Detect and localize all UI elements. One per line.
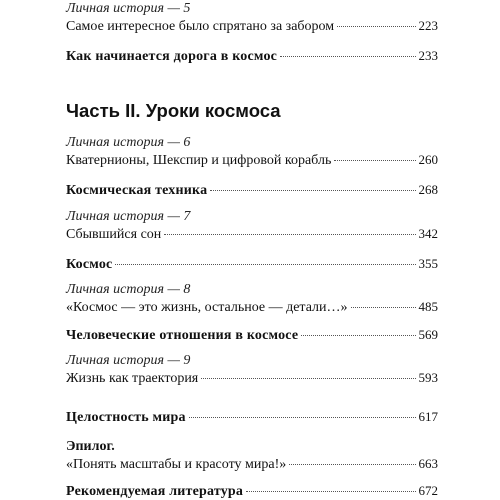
entry-title: Целостность мира — [66, 410, 186, 425]
entry-subtitle: Личная история — 8 — [66, 282, 191, 297]
toc-row — [66, 181, 438, 199]
dot-leader — [351, 307, 416, 308]
toc-row — [66, 482, 438, 500]
toc-row — [66, 47, 438, 65]
entry-title: «Космос — это жизнь, остальное — детали…» — [66, 300, 348, 315]
toc-entry — [66, 0, 438, 35]
page-number: 223 — [418, 18, 438, 33]
toc-row — [66, 255, 438, 273]
page-number: 672 — [418, 483, 438, 498]
dot-leader — [301, 335, 415, 336]
page-number: 268 — [418, 182, 438, 197]
entry-title: Космическая техника — [66, 183, 208, 198]
toc-row — [66, 298, 438, 316]
toc-entry — [66, 181, 438, 199]
dot-leader — [201, 378, 415, 379]
toc-entry — [66, 438, 438, 473]
dot-leader — [164, 234, 415, 235]
toc-row — [66, 225, 438, 243]
dot-leader — [280, 56, 415, 57]
toc-entry — [66, 482, 438, 500]
toc-entry — [66, 47, 438, 65]
toc-entry — [66, 281, 438, 316]
dot-leader — [334, 160, 415, 161]
toc-entry — [66, 408, 438, 426]
page-number: 355 — [418, 256, 438, 271]
entry-subtitle: Личная история — 9 — [66, 353, 191, 368]
toc-entry — [66, 326, 438, 344]
entry-title: Космос — [66, 257, 113, 272]
entry-title: Как начинается дорога в космос — [66, 49, 278, 64]
page-number: 485 — [418, 299, 438, 314]
dot-leader — [189, 417, 416, 418]
toc-entry — [66, 208, 438, 243]
toc-entry — [66, 134, 438, 169]
page-number: 233 — [418, 48, 438, 63]
page-number: 617 — [418, 409, 438, 424]
page-number: 342 — [418, 226, 438, 241]
entry-title: Сбывшийся сон — [66, 227, 162, 242]
entry-title: Самое интересное было спрятано за забором — [66, 19, 335, 34]
dot-leader — [337, 26, 415, 27]
entry-heading: Эпилог. — [66, 439, 115, 454]
toc-row — [66, 17, 438, 35]
page-number: 593 — [418, 370, 438, 385]
toc-row — [66, 326, 438, 344]
toc-row — [66, 408, 438, 426]
entry-subtitle: Личная история — 7 — [66, 209, 191, 224]
toc-entry — [66, 352, 438, 387]
dot-leader — [289, 464, 415, 465]
page-number: 569 — [418, 327, 438, 342]
toc-entry — [66, 255, 438, 273]
entry-title: Человеческие отношения в космосе — [66, 328, 299, 343]
entry-title: «Понять масштабы и красоту мира!» — [66, 457, 287, 472]
page-number: 260 — [418, 152, 438, 167]
dot-leader — [115, 264, 415, 265]
entry-title: Рекомендуемая литература — [66, 484, 244, 499]
entry-title: Жизнь как траектория — [66, 371, 199, 386]
toc-row — [66, 455, 438, 473]
entry-subtitle: Личная история — 5 — [66, 1, 191, 16]
toc-row — [66, 151, 438, 169]
entry-title: Кватернионы, Шекспир и цифровой корабль — [66, 153, 332, 168]
dot-leader — [246, 491, 415, 492]
entry-subtitle: Личная история — 6 — [66, 135, 191, 150]
page-number: 663 — [418, 456, 438, 471]
part-heading: Часть II. Уроки космоса — [66, 100, 281, 121]
toc-row — [66, 369, 438, 387]
dot-leader — [210, 190, 415, 191]
